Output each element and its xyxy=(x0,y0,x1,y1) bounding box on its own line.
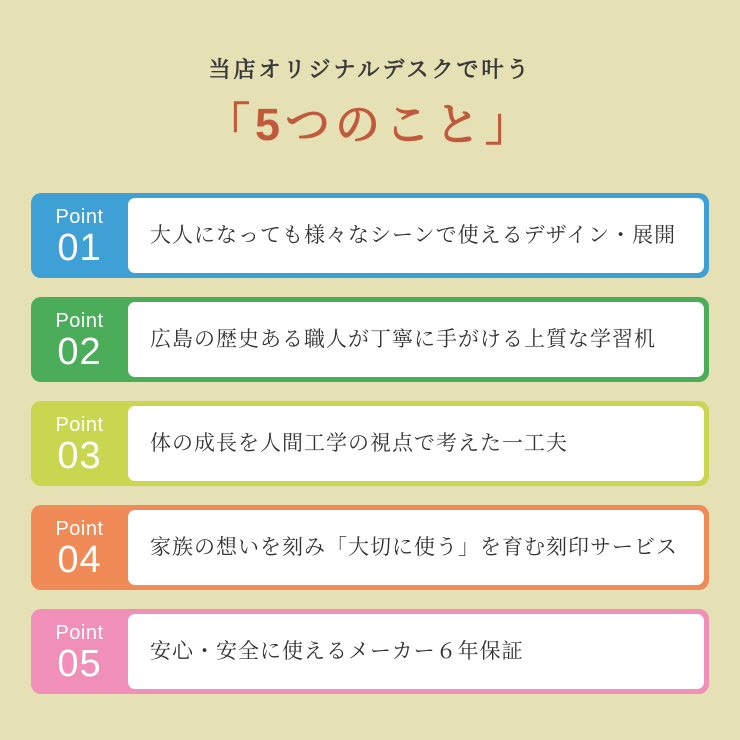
page-title: 「5つのこと」 xyxy=(204,99,536,150)
point-card-body xyxy=(128,198,704,273)
point-badge-03 xyxy=(31,401,128,486)
point-badge-04 xyxy=(31,505,128,590)
point-card-01 xyxy=(31,193,709,278)
point-card-03 xyxy=(31,401,709,486)
point-badge-label: Point xyxy=(55,517,104,540)
point-badge-number: 03 xyxy=(57,434,102,477)
point-text: 広島の歴史ある職人が丁寧に手がける上質な学習机 xyxy=(150,327,656,351)
point-card-body xyxy=(128,614,704,689)
header xyxy=(0,0,740,153)
point-badge-05 xyxy=(31,609,128,694)
point-text: 安心・安全に使えるメーカー６年保証 xyxy=(150,639,524,663)
point-card-body xyxy=(128,406,704,481)
point-badge-01 xyxy=(31,193,128,278)
point-list xyxy=(31,193,709,694)
point-card-05 xyxy=(31,609,709,694)
header-subtitle: 当店オリジナルデスクで叶う xyxy=(208,57,532,82)
point-badge-number: 02 xyxy=(57,330,102,373)
point-card-body xyxy=(128,510,704,585)
point-badge-number: 04 xyxy=(57,538,102,581)
point-badge-number: 05 xyxy=(57,642,102,685)
point-badge-label: Point xyxy=(55,413,104,436)
point-badge-label: Point xyxy=(55,309,104,332)
point-badge-02 xyxy=(31,297,128,382)
point-badge-label: Point xyxy=(55,621,104,644)
point-card-04 xyxy=(31,505,709,590)
point-card-body xyxy=(128,302,704,377)
point-badge-label: Point xyxy=(55,205,104,228)
point-badge-number: 01 xyxy=(57,226,102,269)
point-text: 家族の想いを刻み「大切に使う」を育む刻印サービス xyxy=(150,535,678,559)
point-text: 大人になっても様々なシーンで使えるデザイン・展開 xyxy=(150,223,677,247)
point-card-02 xyxy=(31,297,709,382)
point-text: 体の成長を人間工学の視点で考えた一工夫 xyxy=(150,431,568,455)
